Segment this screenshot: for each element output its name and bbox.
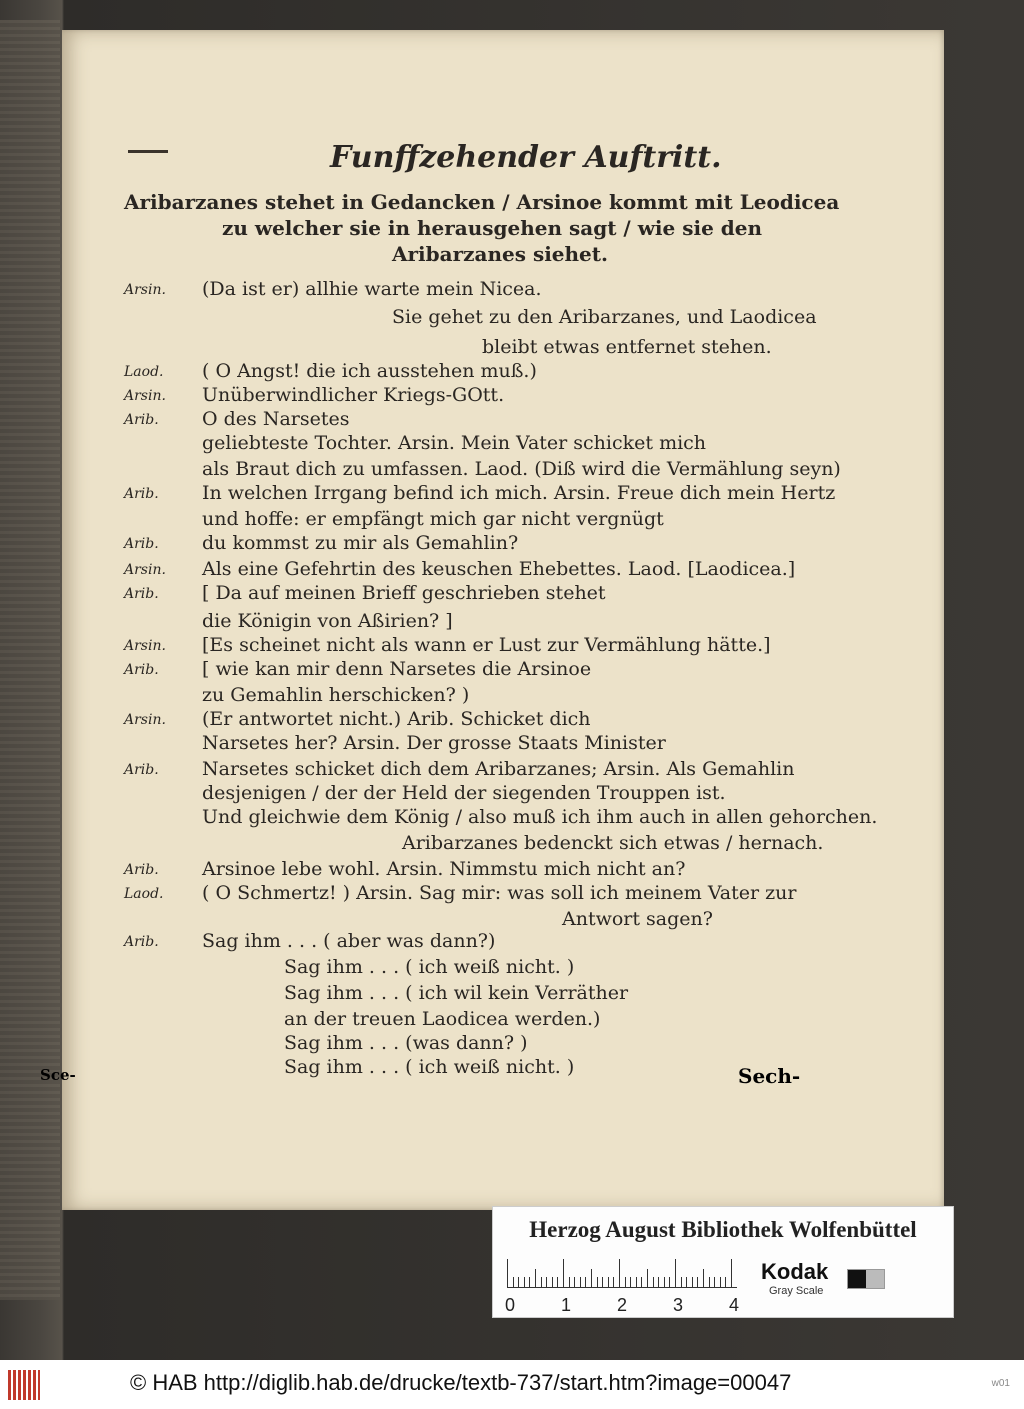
ruler-tick — [529, 1277, 530, 1287]
ruler-tick — [580, 1277, 581, 1287]
ruler-tick — [681, 1277, 682, 1287]
ruler-tick — [513, 1277, 514, 1287]
dialogue-line: (Da ist er) allhie warte mein Nicea. — [202, 278, 542, 300]
ruler-tick — [709, 1277, 710, 1287]
dialogue-line: desjenigen / der der Held der siegenden Trouppen ist. — [202, 782, 726, 804]
book-page — [40, 30, 944, 1210]
gray-swatch — [847, 1269, 885, 1289]
gray-scale-label: Gray Scale — [769, 1285, 824, 1297]
footer-bar — [0, 1360, 1024, 1409]
speaker-label: Arib. — [124, 662, 159, 678]
ruler-tick — [619, 1259, 620, 1287]
dialogue-line: [Es scheinet nicht als wann er Lust zur Vermählung hätte.] — [202, 634, 771, 656]
dialogue-line: Und gleichwie dem König / also muß ich ihm auch in allen gehorchen. — [202, 806, 878, 828]
ruler-tick — [725, 1277, 726, 1287]
dialogue-line: In welchen Irrgang befind ich mich. Arsin. Freue dich mein Hertz — [202, 482, 836, 504]
dialogue-line: du kommst zu mir als Gemahlin? — [202, 532, 519, 554]
speaker-label: Laod. — [124, 886, 164, 902]
color-scale-card — [492, 1206, 954, 1318]
dialogue-line: und hoffe: er empfängt mich gar nicht vergnügt — [202, 508, 664, 530]
ruler-tick — [563, 1259, 564, 1287]
dialogue-line: Antwort sagen? — [562, 908, 713, 930]
footer-mark: w01 — [991, 1378, 1010, 1389]
scale-2: 2 — [617, 1295, 628, 1315]
ruler-tick — [507, 1259, 508, 1287]
speaker-label: Arsin. — [124, 562, 166, 578]
dialogue-line: Narsetes schicket dich dem Aribarzanes; Arsin. Als Gemahlin — [202, 758, 795, 780]
speaker-label: Arsin. — [124, 388, 166, 404]
speaker-label: Arib. — [124, 862, 159, 878]
ruler-tick — [697, 1277, 698, 1287]
dialogue-line: Sie gehet zu den Aribarzanes, und Laodicea — [392, 306, 817, 328]
ruler-tick — [597, 1277, 598, 1287]
ruler-tick — [518, 1277, 519, 1287]
dialogue-line: Arsinoe lebe wohl. Arsin. Nimmstu mich nicht an? — [202, 858, 686, 880]
ruler-tick — [647, 1269, 648, 1287]
ruler-tick — [692, 1277, 693, 1287]
speaker-label: Arib. — [124, 412, 159, 428]
dialogue-line: ( O Angst! die ich ausstehen muß.) — [202, 360, 537, 382]
dialogue-line: Unüberwindlicher Kriegs-GOtt. — [202, 384, 505, 406]
scale-4: 4 — [729, 1295, 740, 1315]
dialogue-line: Sag ihm . . . ( ich weiß nicht. ) — [284, 1056, 575, 1078]
ruler-tick — [664, 1277, 665, 1287]
ruler-tick — [591, 1269, 592, 1287]
ruler-tick — [608, 1277, 609, 1287]
dialogue-line: die Königin von Aßirien? ] — [202, 610, 453, 632]
dialogue-line: O des Narsetes — [202, 408, 350, 430]
ruler-tick — [552, 1277, 553, 1287]
dialogue-line: Als eine Gefehrtin des keuschen Ehebettes. Laod. [Laodicea.] — [202, 558, 796, 580]
book-spine-edge — [0, 20, 60, 1300]
ruler-tick — [686, 1277, 687, 1287]
dialogue-line: Sag ihm . . . ( ich wil kein Verräther — [284, 982, 629, 1004]
ruler-tick — [557, 1277, 558, 1287]
speaker-label: Arib. — [124, 486, 159, 502]
dialogue-line: Sag ihm . . . ( ich weiß nicht. ) — [284, 956, 575, 978]
catchword: Sech- — [738, 1064, 801, 1088]
ruler-tick — [720, 1277, 721, 1287]
speaker-label: Arib. — [124, 536, 159, 552]
dialogue-line: Sag ihm . . . ( aber was dann?) — [202, 930, 496, 952]
ruler-tick — [602, 1277, 603, 1287]
ruler-tick — [541, 1277, 542, 1287]
speaker-label: Arsin. — [124, 712, 166, 728]
scale-0: 0 — [505, 1295, 516, 1315]
ruler — [507, 1257, 737, 1288]
ruler-tick — [636, 1277, 637, 1287]
speaker-label: Arib. — [124, 934, 159, 950]
source-url[interactable]: © HAB http://diglib.hab.de/drucke/textb-737/start.htm?image=00047 — [130, 1370, 792, 1395]
stage-direction-2: zu welcher sie in herausgehen sagt / wie sie den — [222, 216, 762, 240]
scene-title: Funffzehender Auftritt. — [330, 140, 722, 175]
dialogue-line: Narsetes her? Arsin. Der grosse Staats Minister — [202, 732, 666, 754]
ruler-tick — [569, 1277, 570, 1287]
stage-direction-1: Aribarzanes stehet in Gedancken / Arsinoe kommt mit Leodicea — [124, 190, 840, 214]
dialogue-line: [ Da auf meinen Brieff geschrieben stehet — [202, 582, 606, 604]
dialogue-line: Sag ihm . . . (was dann? ) — [284, 1032, 528, 1054]
ruler-tick — [630, 1277, 631, 1287]
dialogue-line: (Er antwortet nicht.) Arib. Schicket dich — [202, 708, 591, 730]
ruler-tick — [585, 1277, 586, 1287]
dialogue-line: geliebteste Tochter. Arsin. Mein Vater schicket mich — [202, 432, 707, 454]
speaker-label: Arib. — [124, 762, 159, 778]
scale-1: 1 — [561, 1295, 572, 1315]
hab-logo-icon — [8, 1370, 40, 1400]
dialogue-line: zu Gemahlin herschicken? ) — [202, 684, 470, 706]
ruler-tick — [641, 1277, 642, 1287]
speaker-label: Arib. — [124, 586, 159, 602]
dialogue-line: Aribarzanes bedenckt sich etwas / hernach. — [402, 832, 824, 854]
dialogue-line: als Braut dich zu umfassen. Laod. (Diß wird die Vermählung seyn) — [202, 458, 841, 480]
ruler-tick — [574, 1277, 575, 1287]
speaker-label: Arsin. — [124, 638, 166, 654]
scale-3: 3 — [673, 1295, 684, 1315]
ornament-rule — [128, 150, 168, 153]
dialogue-line: ( O Schmertz! ) Arsin. Sag mir: was soll ich meinem Vater zur — [202, 882, 797, 904]
ruler-tick — [731, 1259, 732, 1287]
ruler-tick — [613, 1277, 614, 1287]
margin-note: Sce- — [40, 1066, 76, 1084]
speaker-label: Laod. — [124, 364, 164, 380]
ruler-tick — [669, 1277, 670, 1287]
dialogue-line: an der treuen Laodicea werden.) — [284, 1008, 601, 1030]
ruler-tick — [625, 1277, 626, 1287]
ruler-tick — [535, 1269, 536, 1287]
ruler-tick — [658, 1277, 659, 1287]
ruler-tick — [675, 1259, 676, 1287]
ruler-tick — [546, 1277, 547, 1287]
kodak-logo: Kodak — [761, 1259, 829, 1284]
ruler-tick — [714, 1277, 715, 1287]
speaker-label: Arsin. — [124, 282, 166, 298]
ruler-tick — [653, 1277, 654, 1287]
stage-direction-3: Aribarzanes siehet. — [392, 242, 608, 266]
library-name: Herzog August Bibliothek Wolfenbüttel — [529, 1217, 917, 1242]
ruler-tick — [703, 1269, 704, 1287]
dialogue-line: [ wie kan mir denn Narsetes die Arsinoe — [202, 658, 592, 680]
ruler-tick — [524, 1277, 525, 1287]
dialogue-line: bleibt etwas entfernet stehen. — [482, 336, 772, 358]
